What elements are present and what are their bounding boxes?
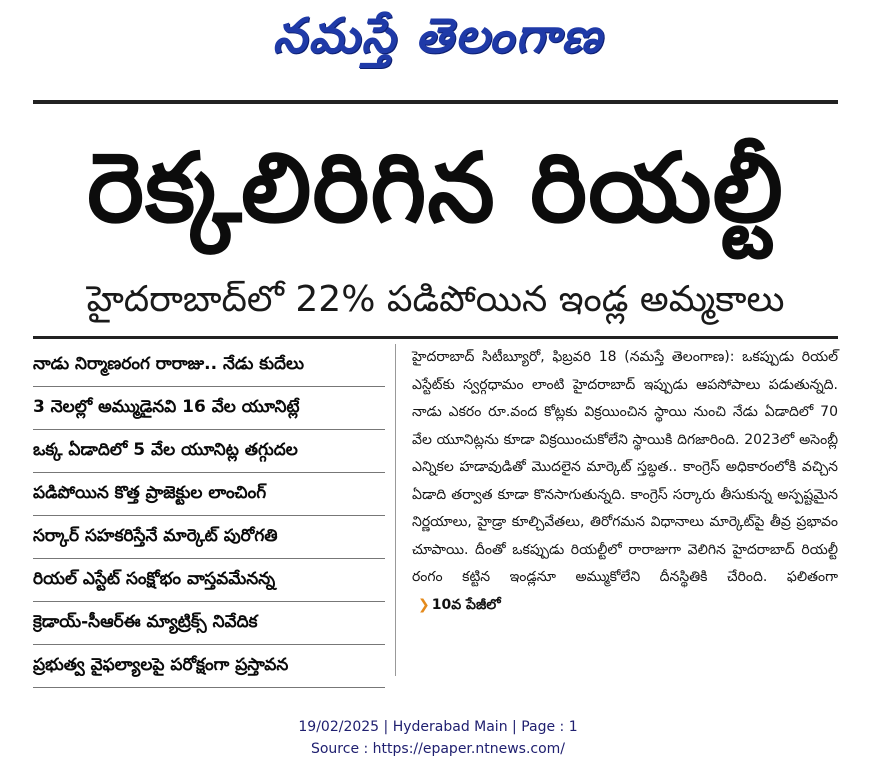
- highlight-item: [33, 602, 385, 645]
- masthead: [0, 0, 876, 82]
- highlight-text: ఒక్క ఏడాదిలో 5 వేల యూనిట్ల తగ్గుదల: [33, 440, 298, 460]
- highlight-text: సర్కార్ సహకరిస్తేనే మార్కెట్ పురోగతి: [33, 526, 278, 546]
- highlight-text: క్రెడాయ్-సీఆర్ఈ మ్యాట్రిక్స్ నివేదిక: [33, 612, 258, 632]
- page-footer: [0, 716, 876, 760]
- column-divider: [395, 344, 396, 676]
- highlight-text: రియల్ ఎస్టేట్ సంక్షోభం వాస్తవమేనన్న: [33, 569, 276, 589]
- highlight-item: [33, 516, 385, 559]
- article-body: [412, 344, 838, 684]
- masthead-logo: నమస్తే తెలంగాణ: [272, 8, 604, 64]
- continued-label: 10వ పేజీలో: [431, 596, 501, 613]
- continued-link[interactable]: [418, 592, 501, 620]
- article-paragraph: [412, 344, 838, 619]
- article-text: హైదరాబాద్ సిటీబ్యూరో, ఫిబ్రవరి 18 (నమస్తే తెలంగాణ): ఒకప్పుడు రియల్ ఎస్టేట్‌కు స్వర్గధామం లాంటి హైదరాబాద్ ఇప్పుడు ఆపసోపాలు పడుతున్నది. నాడు ఎకరం రూ.వంద కోట్లకు విక్రయించిన స్థాయి నుంచి నేడు ఏడాదిలో 70 వేల యూనిట్లను కూడా విక్రయించుకోలేని స్థాయికి దిగజారింది. 2023లో అసెంబ్లీ ఎన్నికల హడావుడితో మొదలైన మార్కెట్ స్తబ్ధత.. కాంగ్రెస్ అధికారంలోకి వచ్చిన ఏడాది తర్వాత కూడా కొనసాగుతున్నది. కాంగ్రెస్ సర్కారు తీసుకున్న అస్పష్టమైన నిర్ణయాలు, హైడ్రా కూల్చివేతలు, తిరోగమన విధానాలు మార్కెట్‌పై తీవ్ర ప్రభావం చూపాయి. దీంతో ఒకప్పుడు రియల్టీలో రారాజుగా వెలిగిన హైదరాబాద్ రియల్టీ రంగం కట్టిన ఇండ్లనూ అమ్ముకోలేని దీనస్థితికి చేరింది. ఫలితంగా: [412, 349, 838, 585]
- highlight-item: [33, 473, 385, 516]
- highlight-item: [33, 559, 385, 602]
- highlight-text: ప్రభుత్వ వైఫల్యాలపై పరోక్షంగా ప్రస్తావన: [33, 655, 289, 675]
- highlight-item: [33, 344, 385, 387]
- highlight-item: [33, 430, 385, 473]
- source-link[interactable]: Source : https://epaper.ntnews.com/: [310, 741, 566, 757]
- headline: రెక్కలిరిగిన రియల్టీ: [87, 132, 784, 244]
- highlights-list: [33, 344, 385, 684]
- highlight-text: నాడు నిర్మాణరంగ రారాజు.. నేడు కుదేలు: [33, 354, 304, 374]
- subheadline: హైదరాబాద్‌లో 22% పడిపోయిన ఇండ్ల అమ్మకాలు: [86, 279, 785, 320]
- highlight-item: [33, 387, 385, 430]
- top-rule: [33, 100, 838, 104]
- highlight-text: పడిపోయిన కొత్త ప్రాజెక్టుల లాంచింగ్: [33, 483, 267, 503]
- section-rule: [33, 336, 838, 339]
- edition-info: 19/02/2025 | Hyderabad Main | Page : 1: [298, 719, 578, 735]
- chevron-right-icon: ❯: [418, 596, 430, 613]
- highlight-text: 3 నెలల్లో అమ్ముడైనవి 16 వేల యూనిట్లే: [33, 397, 300, 417]
- highlight-item: [33, 645, 385, 688]
